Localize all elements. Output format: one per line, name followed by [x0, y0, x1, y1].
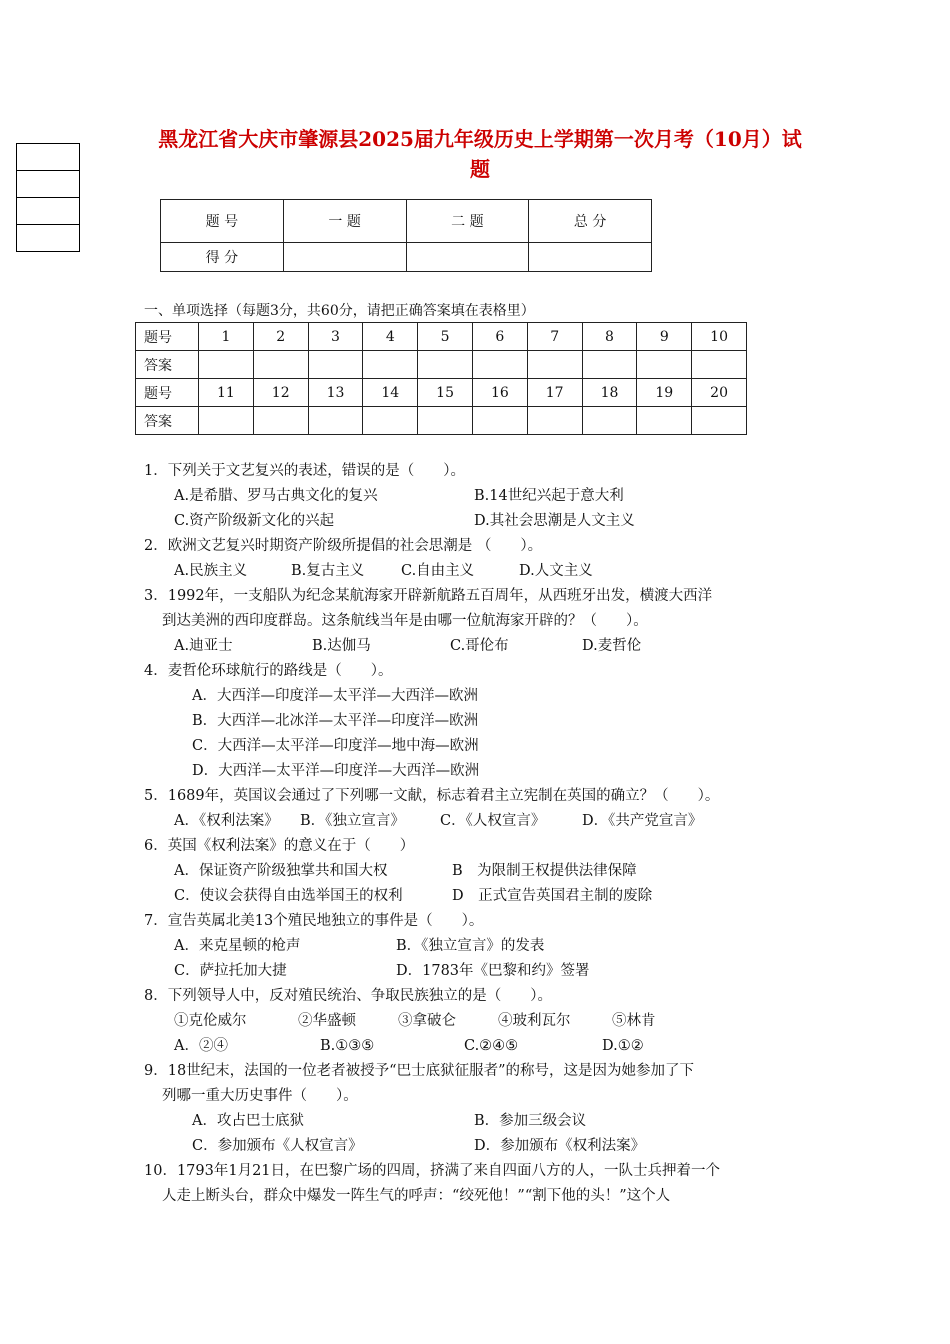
question-number-cell: 4 — [363, 323, 418, 351]
question-text: 5．1689年，英国议会通过了下列哪一文献，标志着君主立宪制在英国的确立？（ ）。 — [144, 788, 720, 804]
answer-option: A．保证资产阶级独掌共和国大权 — [174, 863, 388, 879]
option-line — [144, 809, 824, 834]
question-list — [144, 459, 824, 1209]
answer-option: A．②④ — [174, 1038, 228, 1054]
question-text: 1．下列关于文艺复兴的表述，错误的是（ ）。 — [144, 463, 465, 479]
answer-option: C．使议会获得自由选举国王的权利 — [174, 888, 403, 904]
question-number-cell: 3 — [308, 323, 363, 351]
question-text: 9．18世纪末，法国的一位老者被授予“巴士底狱征服者”的称号，这是因为她参加了下 — [144, 1063, 694, 1079]
answer-cell[interactable] — [692, 351, 747, 379]
question-text: 人走上断头台，群众中爆发一阵生气的呼声：“绞死他！”“割下他的头！”这个人 — [162, 1188, 671, 1204]
question-text: 7．宣告英属北美13个殖民地独立的事件是（ ）。 — [144, 913, 484, 929]
question-text: 10．1793年1月21日，在巴黎广场的四周，挤满了来自四面八方的人，一队士兵押着一个 — [144, 1163, 721, 1179]
question-number-cell: 13 — [308, 379, 363, 407]
question-number-cell: 5 — [418, 323, 473, 351]
question-number-cell: 14 — [363, 379, 418, 407]
question-text: D．大西洋—太平洋—印度洋—大西洋—欧洲 — [192, 763, 480, 779]
question-number-cell: 15 — [418, 379, 473, 407]
answer-row-label: 答案 — [136, 351, 199, 379]
question-number-cell: 19 — [637, 379, 692, 407]
option-line — [144, 634, 824, 659]
question-number-label: 题号 — [136, 379, 199, 407]
answer-option: ②华盛顿 — [298, 1013, 356, 1029]
answer-option: C.②④⑤ — [464, 1038, 519, 1054]
side-box-cell — [17, 144, 79, 171]
answer-cell[interactable] — [308, 407, 363, 435]
answer-cell[interactable] — [418, 351, 473, 379]
question-number-cell: 16 — [472, 379, 527, 407]
answer-cell[interactable] — [472, 407, 527, 435]
side-box-cell — [17, 225, 79, 252]
question-number-cell: 17 — [527, 379, 582, 407]
question-text: 8．下列领导人中，反对殖民统治、争取民族独立的是（ ）。 — [144, 988, 552, 1004]
option-line — [144, 1034, 824, 1059]
option-line — [144, 959, 824, 984]
answer-option: B.达伽马 — [312, 638, 371, 654]
answer-cell[interactable] — [418, 407, 473, 435]
answer-option: C．《人权宣言》 — [440, 813, 546, 829]
score-side-box — [16, 143, 80, 252]
option-line — [144, 1109, 824, 1134]
question-text: 到达美洲的西印度群岛。这条航线当年是由哪一位航海家开辟的？（ ）。 — [162, 613, 648, 629]
answer-cell[interactable] — [527, 351, 582, 379]
score-table — [160, 199, 652, 272]
answer-option: B．参加三级会议 — [474, 1113, 587, 1129]
answer-table — [135, 322, 747, 435]
question-number-cell: 18 — [582, 379, 637, 407]
question-number-cell: 20 — [692, 379, 747, 407]
question-number-cell: 7 — [527, 323, 582, 351]
answer-option: A.迪亚士 — [174, 638, 233, 654]
option-line — [144, 859, 824, 884]
answer-option: B.复古主义 — [291, 563, 365, 579]
answer-option: B.①③⑤ — [320, 1038, 375, 1054]
answer-option: D.其社会思潮是人文主义 — [474, 513, 635, 529]
answer-option: C.自由主义 — [401, 563, 475, 579]
answer-row-label: 答案 — [136, 407, 199, 435]
score-input-cell[interactable] — [529, 243, 652, 272]
answer-option: A.民族主义 — [174, 563, 248, 579]
score-header-cell: 总 分 — [529, 200, 652, 243]
score-header-cell: 题 号 — [161, 200, 284, 243]
question-text: 列哪一重大历史事件（ ）。 — [162, 1088, 358, 1104]
question-text: 4．麦哲伦环球航行的路线是（ ）。 — [144, 663, 393, 679]
option-line — [144, 559, 824, 584]
answer-cell[interactable] — [308, 351, 363, 379]
answer-cell[interactable] — [582, 351, 637, 379]
answer-option: ③拿破仑 — [398, 1013, 456, 1029]
answer-option: ①克伦威尔 — [174, 1013, 247, 1029]
question-number-cell: 12 — [253, 379, 308, 407]
question-number-label: 题号 — [136, 323, 199, 351]
answer-cell[interactable] — [582, 407, 637, 435]
question-number-cell: 8 — [582, 323, 637, 351]
answer-option: D 正式宣告英国君主制的废除 — [452, 888, 653, 904]
answer-option: A．《权利法案》 — [174, 813, 279, 829]
answer-cell[interactable] — [527, 407, 582, 435]
page-title: 黑龙江省大庆市肇源县2025届九年级历史上学期第一次月考（10月）试题 — [158, 127, 802, 181]
answer-option: B 为限制王权提供法律保障 — [452, 863, 637, 879]
answer-option: B．《独立宣言》的发表 — [396, 938, 545, 954]
answer-cell[interactable] — [692, 407, 747, 435]
question-number-cell: 6 — [472, 323, 527, 351]
question-number-cell: 9 — [637, 323, 692, 351]
score-row-label: 得 分 — [161, 243, 284, 272]
answer-cell[interactable] — [363, 351, 418, 379]
question-text: 2．欧洲文艺复兴时期资产阶级所提倡的社会思潮是 （ ）。 — [144, 538, 543, 554]
answer-cell[interactable] — [637, 351, 692, 379]
side-box-cell — [17, 198, 79, 225]
answer-option: D．《共产党宣言》 — [582, 813, 703, 829]
answer-option: B．《独立宣言》 — [300, 813, 405, 829]
score-input-cell[interactable] — [406, 243, 529, 272]
answer-cell[interactable] — [472, 351, 527, 379]
answer-cell[interactable] — [253, 407, 308, 435]
score-input-cell[interactable] — [283, 243, 406, 272]
answer-option: D.麦哲伦 — [582, 638, 642, 654]
answer-option: D．参加颁布《权利法案》 — [474, 1138, 646, 1154]
question-text: 3．1992年，一支船队为纪念某航海家开辟新航路五百周年，从西班牙出发，横渡大西洋 — [144, 588, 713, 604]
score-header-cell: 一 题 — [283, 200, 406, 243]
answer-option: D.①② — [602, 1038, 644, 1054]
answer-option: A.是希腊、罗马古典文化的复兴 — [174, 488, 378, 504]
option-line — [144, 509, 824, 534]
answer-option: A．攻占巴士底狱 — [192, 1113, 304, 1129]
answer-option: D．1783年《巴黎和约》签署 — [396, 963, 590, 979]
answer-option: C．参加颁布《人权宣言》 — [192, 1138, 363, 1154]
answer-option: ⑤林肯 — [612, 1013, 656, 1029]
answer-option: ④玻利瓦尔 — [498, 1013, 571, 1029]
score-header-cell: 二 题 — [406, 200, 529, 243]
answer-option: A．来克星顿的枪声 — [174, 938, 301, 954]
answer-option: B.14世纪兴起于意大利 — [474, 488, 624, 504]
question-number-cell: 11 — [199, 379, 254, 407]
question-text: 6．英国《权利法案》的意义在于（ ） — [144, 838, 415, 854]
answer-cell[interactable] — [199, 407, 254, 435]
answer-cell[interactable] — [253, 351, 308, 379]
side-box-cell — [17, 171, 79, 198]
question-text: C．大西洋—太平洋—印度洋—地中海—欧洲 — [192, 738, 479, 754]
question-text: A．大西洋—印度洋—太平洋—大西洋—欧洲 — [192, 688, 478, 704]
question-text: B．大西洋—北冰洋—太平洋—印度洋—欧洲 — [192, 713, 479, 729]
answer-option: C.哥伦布 — [450, 638, 509, 654]
section-heading: 一、单项选择（每题3分，共60分，请把正确答案填在表格里） — [144, 303, 535, 319]
question-number-cell: 2 — [253, 323, 308, 351]
answer-cell[interactable] — [199, 351, 254, 379]
option-line — [144, 1134, 824, 1159]
option-line — [144, 884, 824, 909]
question-number-cell: 10 — [692, 323, 747, 351]
answer-option: C.资产阶级新文化的兴起 — [174, 513, 335, 529]
option-line — [144, 934, 824, 959]
answer-cell[interactable] — [637, 407, 692, 435]
answer-option: D.人文主义 — [519, 563, 593, 579]
option-line — [144, 1009, 824, 1034]
answer-option: C．萨拉托加大捷 — [174, 963, 287, 979]
answer-cell[interactable] — [363, 407, 418, 435]
option-line — [144, 484, 824, 509]
question-number-cell: 1 — [199, 323, 254, 351]
